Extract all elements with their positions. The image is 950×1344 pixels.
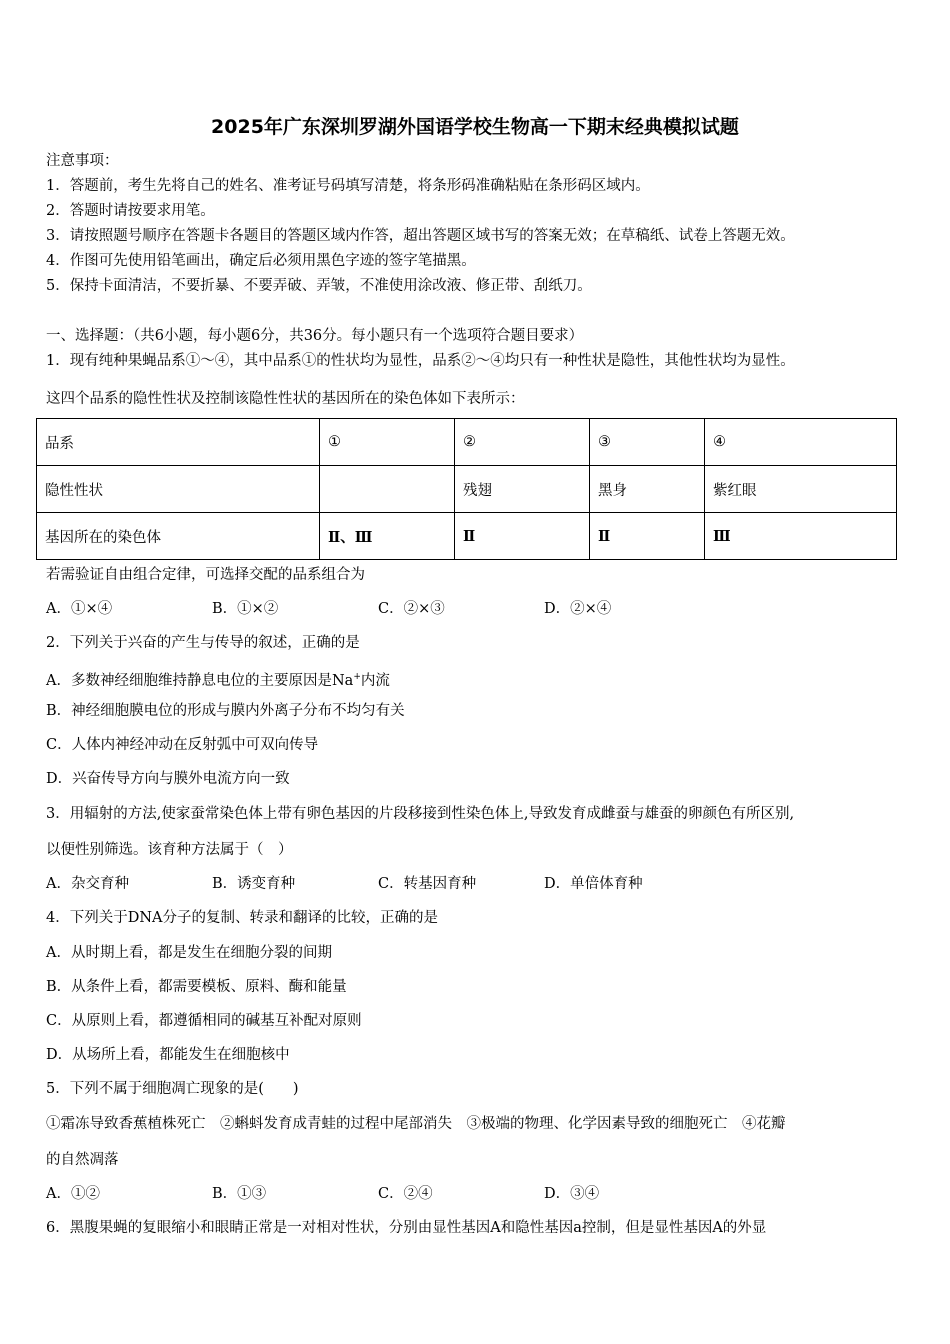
q1-stem-line2: 这四个品系的隐性性状及控制该隐性性状的基因所在的染色体如下表所示： [46, 391, 525, 407]
q4-option-c: C．从原则上看，都遵循相同的碱基互补配对原则 [46, 1013, 362, 1029]
q1-option-c: C．②×③ [378, 601, 445, 617]
q2-option-d: D．兴奋传导方向与膜外电流方向一致 [46, 771, 290, 787]
table-cell: ③ [590, 419, 705, 466]
notice-heading: 注意事项： [46, 153, 119, 169]
table-row [37, 466, 897, 513]
q3-option-c: C．转基因育种 [378, 876, 477, 892]
page-title: 2025年广东深圳罗湖外国语学校生物高一下期末经典模拟试题 [211, 116, 739, 138]
notice-item-4: 4．作图可先使用铅笔画出，确定后必须用黑色字迹的签字笔描黑。 [46, 253, 476, 269]
q5-option-d: D．③④ [544, 1186, 600, 1202]
q6-stem: 6．黑腹果蝇的复眼缩小和眼睛正常是一对相对性状，分别由显性基因A和隐性基因a控制，但是显性基因A的外显 [46, 1220, 767, 1236]
q5-option-c: C．②④ [378, 1186, 433, 1202]
q1-ask: 若需验证自由组合定律，可选择交配的品系组合为 [46, 567, 365, 583]
table-cell: 黑身 [590, 466, 705, 513]
table-cell: ① [320, 419, 455, 466]
q5-stem: 5．下列不属于细胞凋亡现象的是( ) [46, 1081, 299, 1097]
q5-option-b: B．①③ [212, 1186, 267, 1202]
strain-table [36, 418, 897, 560]
notice-item-1: 1．答题前，考生先将自己的姓名、准考证号码填写清楚，将条形码准确粘贴在条形码区域内。 [46, 178, 650, 194]
q5-items-line1: ①霜冻导致香蕉植株死亡 ②蝌蚪发育成青蛙的过程中尾部消失 ③极端的物理、化学因素导致的细胞死亡 ④花瓣 [46, 1116, 786, 1132]
section-heading: 一、选择题：（共6小题，每小题6分，共36分。每小题只有一个选项符合题目要求） [46, 328, 584, 344]
notice-item-2: 2．答题时请按要求用笔。 [46, 203, 215, 219]
table-cell: Ⅱ [590, 513, 705, 560]
q1-stem-line1: 1．现有纯种果蝇品系①～④，其中品系①的性状均为显性，品系②～④均只有一种性状是隐性，其他性状均为显性。 [46, 353, 795, 369]
q4-option-a: A．从时期上看，都是发生在细胞分裂的间期 [46, 945, 332, 961]
table-row [37, 419, 897, 466]
q3-option-a: A．杂交育种 [46, 876, 129, 892]
q2-option-c: C．人体内神经冲动在反射弧中可双向传导 [46, 737, 319, 753]
table-cell: 隐性性状 [37, 466, 320, 513]
table-row [37, 513, 897, 560]
q2-option-a-text: A．多数神经细胞维持静息电位的主要原因是Na [46, 672, 354, 689]
q3-option-d: D．单倍体育种 [544, 876, 643, 892]
q3-options [46, 874, 710, 894]
q3-option-b: B．诱变育种 [212, 876, 296, 892]
q1-options [46, 599, 710, 619]
q2-option-a-tail: 内流 [360, 672, 390, 689]
q1-option-a: A．①×④ [46, 601, 113, 617]
notice-item-3: 3．请按照题号顺序在答题卡各题目的答题区域内作答，超出答题区域书写的答案无效；在草稿纸、试卷上答题无效。 [46, 228, 795, 244]
table-cell: Ⅱ、Ⅲ [320, 513, 455, 560]
table-cell [320, 466, 455, 513]
table-cell: Ⅲ [705, 513, 897, 560]
q5-items-line2: 的自然凋落 [46, 1152, 119, 1168]
q3-stem-line2: 以便性别筛选。该育种方法属于（ ） [46, 842, 293, 858]
q3-stem-line1: 3．用辐射的方法,使家蚕常染色体上带有卵色基因的片段移接到性染色体上,导致发育成雌蚕与雄蚕的卵颜色有所区别, [46, 806, 795, 822]
q1-option-b: B．①×② [212, 601, 279, 617]
table-cell: 残翅 [455, 466, 590, 513]
table-cell: 基因所在的染色体 [37, 513, 320, 560]
q5-option-a: A．①② [46, 1186, 100, 1202]
q4-option-b: B．从条件上看，都需要模板、原料、酶和能量 [46, 979, 347, 995]
q4-stem: 4．下列关于DNA分子的复制、转录和翻译的比较，正确的是 [46, 910, 439, 926]
q1-option-d: D．②×④ [544, 601, 612, 617]
notice-item-5: 5．保持卡面清洁，不要折暴、不要弄破、弄皱，不准使用涂改液、修正带、刮纸刀。 [46, 278, 592, 294]
table-cell: ② [455, 419, 590, 466]
q2-option-a [46, 667, 390, 691]
q4-option-d: D．从场所上看，都能发生在细胞核中 [46, 1047, 290, 1063]
superscript-plus: + [353, 672, 361, 682]
table-cell: 紫红眼 [705, 466, 897, 513]
table-cell: ④ [705, 419, 897, 466]
table-cell: Ⅱ [455, 513, 590, 560]
q2-option-b: B．神经细胞膜电位的形成与膜内外离子分布不均匀有关 [46, 703, 405, 719]
q2-stem: 2．下列关于兴奋的产生与传导的叙述，正确的是 [46, 635, 360, 651]
q5-options [46, 1184, 710, 1204]
table-cell: 品系 [37, 419, 320, 466]
